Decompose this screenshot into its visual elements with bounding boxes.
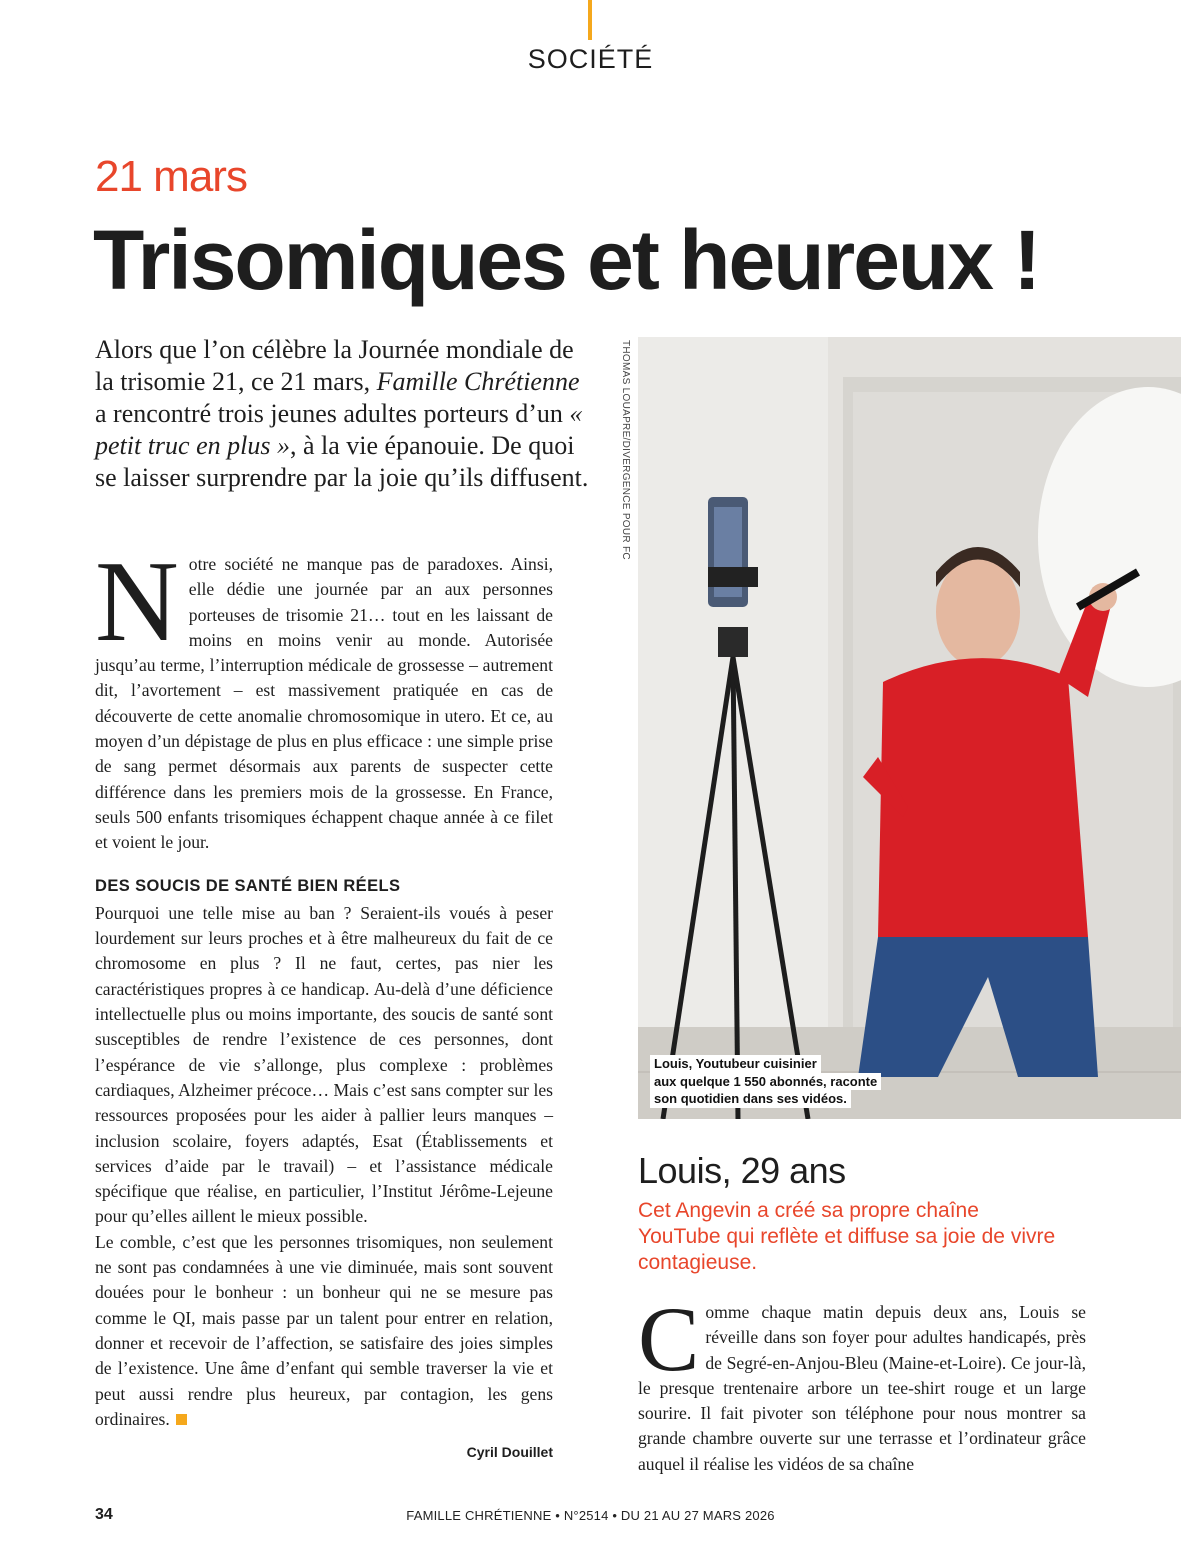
profile-name: Louis, 29 ans [638,1150,846,1191]
lede-quote: « petit truc en plus » [95,399,583,460]
article-paragraph-3 [95,1230,553,1432]
caption-line-1: Louis, Youtubeur cuisinier [650,1055,821,1073]
lede-text-2: a rencontré trois jeunes adultes porteurs d’un [95,399,570,428]
article-photo [638,337,1181,1119]
lede-magazine-name: Famille Chrétienne [376,367,580,396]
article-paragraph-1 [95,538,553,856]
end-of-article-mark [176,1414,187,1425]
profile-dropcap: C [638,1288,700,1390]
lede-text-3: , à la vie épanouie. De quoi se laisser surprendre par la joie qu’ils diffusent. [95,431,589,492]
profile-dek: Cet Angevin a créé sa propre chaîne YouTube qui reflète et diffuse sa joie de vivre contagieuse. [638,1199,1056,1274]
kicker: 21 mars [95,152,247,201]
article-text-1: otre société ne manque pas de paradoxes. Ainsi, elle dédie une journée par an aux personnes porteuses de trisomie 21… tout en les laissant de moins en moins venir au monde. Autorisée jusqu’au terme, l’interruption médicale de grossesse – autrement dit, l’avortement – est massivement pratiquée en cas de découverte de cette anomalie chromosomique in utero. Et ce, au moyen d’un dépistage de plus en plus efficace : une simple prise de sang permet désormais aux parents de suspecter cette différence dans les premiers mois de la grossesse. En France, seuls 500 enfants trisomiques échappent chaque année à ce filet et voient le jour. [95,554,553,853]
dropcap: N [95,538,179,666]
profile-body [638,1288,1086,1477]
section-accent-rule [588,0,592,40]
article-body [95,538,553,1465]
photo-caption [650,1055,881,1108]
photo-credit: THOMAS LOUAPRE/DIVERGENCE POUR FC [620,340,631,560]
caption-line-3: son quotidien dans ses vidéos. [650,1090,851,1108]
byline: Cyril Douillet [466,1444,553,1461]
headline: Trisomiques et heureux ! [93,213,1040,307]
article-text-3: Le comble, c’est que les personnes trisomiques, non seulement ne sont pas condamnées à une vie diminuée, mais sont souvent douées pour le bonheur : un bonheur qui ne se mesure pas comme le QI, mais passe par un talent pour entrer en relation, donner et recevoir de l’affection, se satisfaire des joies simples de l’existence. Une âme d’enfant qui semble traverser la vie et peut aussi rendre plus heureux, par contagion, les gens ordinaires. [95,1231,553,1429]
lede-text-1: Alors que l’on célèbre la Journée mondiale de la trisomie 21, ce 21 mars, [95,335,574,396]
lede [95,334,595,494]
section-label: SOCIÉTÉ [527,44,654,74]
subhead: DES SOUCIS DE SANTÉ BIEN RÉELS [95,876,401,895]
photo-illustration [638,337,1181,1119]
profile-text: omme chaque matin depuis deux ans, Louis se réveille dans son foyer pour adultes handicapés, près de Segré-en-Anjou-Bleu (Maine-et-Loire). Ce jour-là, le presque trentenaire arbore un tee-shirt rouge et un large sourire. Il fait pivoter son téléphone pour nous montrer sa grande chambre ouverte sur une terrasse et l’ordinateur grâce auquel il réalise les vidéos de sa chaîne [638,1302,1086,1474]
article-paragraph-2: Pourquoi une telle mise au ban ? Seraient-ils voués à peser lourdement sur leurs proches et à être malheureux du fait de ce chromosome en plus ? Il ne faut, certes, pas nier les caractéristiques propres à ce handicap. Au-delà d’une déficience intellectuelle plus ou moins importante, des soucis de santé sont susceptibles de rendre l’existence de ces personnes, dont l’espérance de vie s’allonge, plus complexe : problèmes cardiaques, Alzheimer précoce… Mais c’est sans compter sur les ressources proposées pour les aider à pallier leurs manques – inclusion scolaire, foyers adaptés, Esat (Établissements et services d’aide par le travail) – et l’assistance médicale spécifique que réalise, en particulier, l’Institut Jérôme-Lejeune pour qu’elles aillent le mieux possible. [95,902,553,1227]
caption-line-2: aux quelque 1 550 abonnés, raconte [650,1073,881,1091]
publication-footer: FAMILLE CHRÉTIENNE • N°2514 • DU 21 AU 27 MARS 2026 [406,1508,775,1523]
page-number: 34 [95,1506,113,1523]
